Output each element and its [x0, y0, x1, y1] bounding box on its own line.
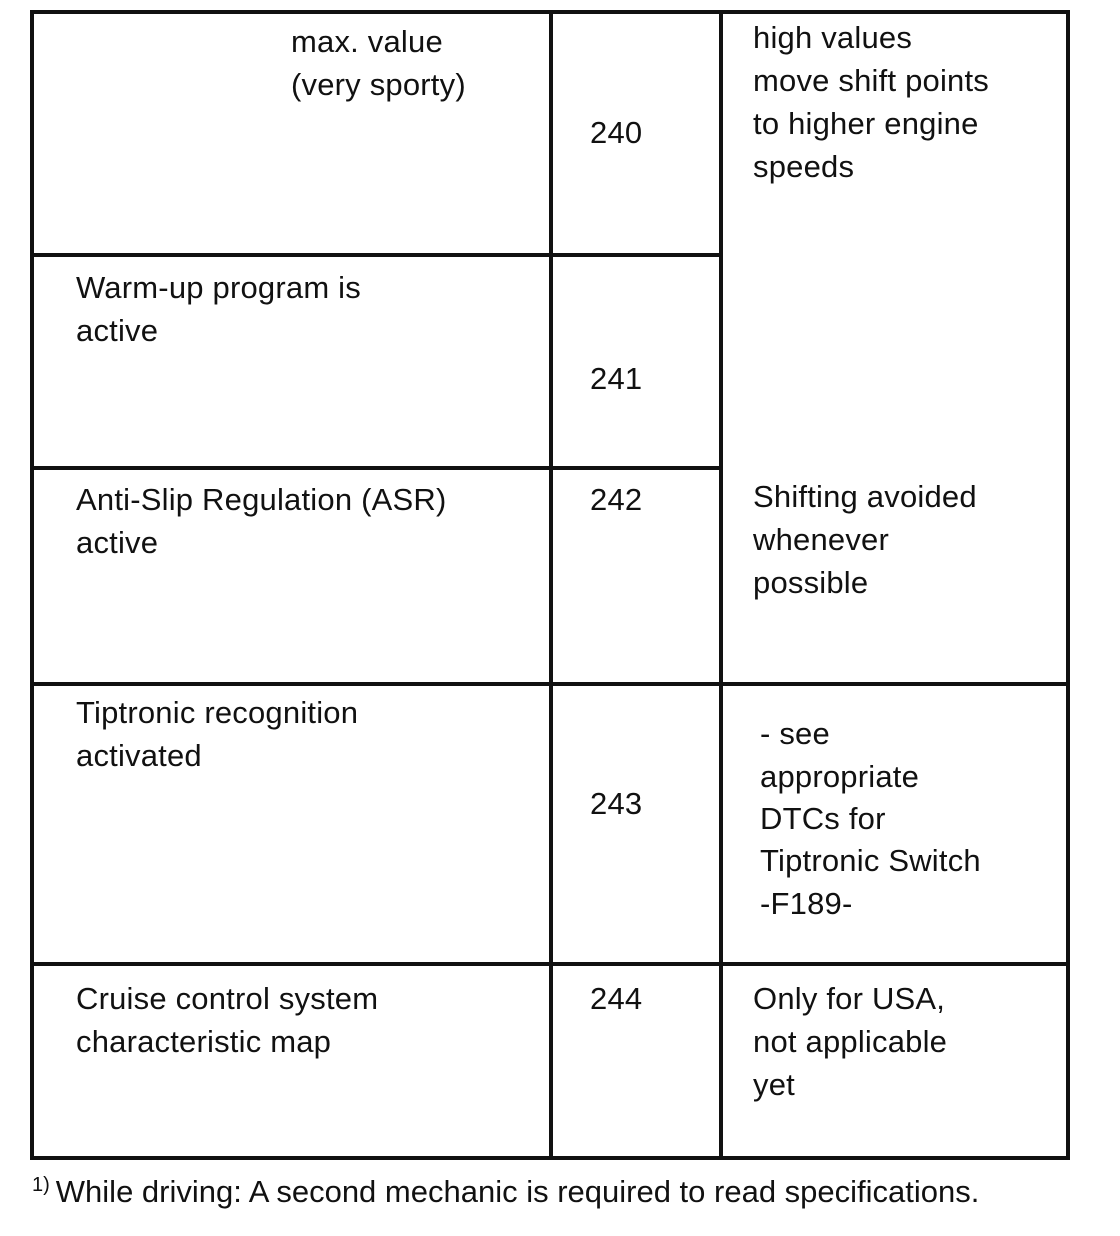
- column-divider-1: [549, 10, 553, 1160]
- row-243-note-line-5: -F189-: [760, 886, 853, 921]
- row-244-note-line-3: yet: [753, 1067, 795, 1102]
- row-240-note-line-3: to higher engine: [753, 106, 979, 141]
- row-244-note-line-1: Only for USA,: [753, 981, 946, 1016]
- row-243-note-line-1: - see: [760, 716, 830, 751]
- row-240-condition-line-2: (very sporty): [291, 67, 466, 102]
- footnote-marker: 1): [32, 1174, 50, 1196]
- row-242-code: 242: [590, 482, 643, 517]
- row-243-code: 243: [590, 786, 643, 821]
- row-241-condition-line-2: active: [76, 313, 159, 348]
- row-241-code: 241: [590, 361, 643, 396]
- row-242-note-line-1: Shifting avoided: [753, 479, 977, 514]
- row-240-condition-line-1: max. value: [291, 24, 443, 59]
- row-divider-3: [30, 682, 1070, 686]
- row-243-note-line-3: DTCs for: [760, 801, 886, 836]
- row-240-note-line-4: speeds: [753, 149, 855, 184]
- row-242-note-line-2: whenever: [753, 522, 890, 557]
- row-243-condition-line-1: Tiptronic recognition: [76, 695, 359, 730]
- row-240-note-line-1: high values: [753, 20, 913, 55]
- row-divider-4: [30, 962, 1070, 966]
- row-242-note-line-3: possible: [753, 565, 869, 600]
- row-240-note-line-2: move shift points: [753, 63, 990, 98]
- row-244-code: 244: [590, 981, 643, 1016]
- row-242-condition-line-1: Anti-Slip Regulation (ASR): [76, 482, 447, 517]
- row-242-condition-line-2: active: [76, 525, 159, 560]
- row-244-note-line-2: not applicable: [753, 1024, 948, 1059]
- row-divider-2: [30, 466, 723, 470]
- row-243-condition-line-2: activated: [76, 738, 202, 773]
- column-divider-2: [719, 10, 723, 1160]
- row-241-condition-line-1: Warm-up program is: [76, 270, 361, 305]
- row-244-condition-line-2: characteristic map: [76, 1024, 332, 1059]
- row-243-note-line-4: Tiptronic Switch: [760, 843, 981, 878]
- row-240-code: 240: [590, 115, 643, 150]
- footnote-text: While driving: A second mechanic is required to read specifications.: [55, 1174, 980, 1209]
- footnote: [32, 1170, 979, 1218]
- row-divider-1: [30, 253, 723, 257]
- row-243-note-line-2: appropriate: [760, 759, 920, 794]
- row-244-condition-line-1: Cruise control system: [76, 981, 379, 1016]
